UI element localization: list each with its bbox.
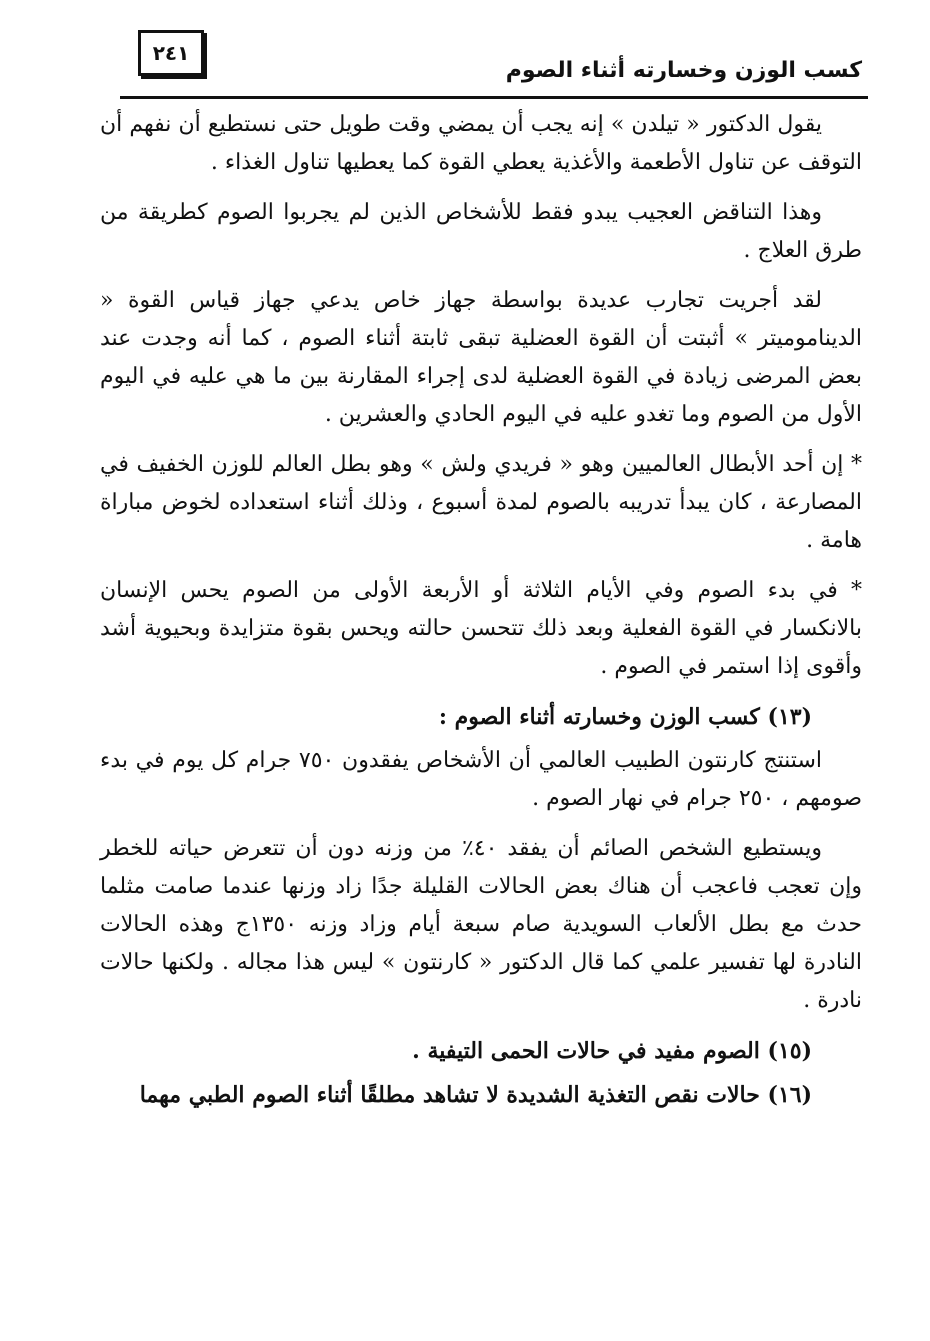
paragraph-carrington: استنتج كارنتون الطبيب العالمي أن الأشخاص يفقدون ٧٥٠ جرام كل يوم في بدء صومهم ، ٢٥٠ جرام في نهار الصوم .: [100, 748, 862, 811]
paragraph-contradiction: وهذا التناقض العجيب يبدو فقط للأشخاص الذين لم يجربوا الصوم كطريقة من طرق العلاج .: [100, 200, 862, 263]
page-number: ٢٤١: [138, 30, 204, 76]
section-heading-15: (١٥) الصوم مفيد في حالات الحمى التيفية .: [412, 1038, 812, 1064]
section-heading-16: (١٦) حالات نقص التغذية الشديدة لا تشاهد مطلقًا أثناء الصوم الطبي مهما: [139, 1082, 812, 1108]
paragraph-weight-loss: ويستطيع الشخص الصائم أن يفقد ٤٠٪ من وزنه دون أن تتعرض حياته للخطر وإن تعجب فاعجب أن هناك بعض الحالات القليلة جدًا زاد وزنها عندما صامت مثلما حدث مع بطل الألعاب السويدية صام سبعة أيام وزاد وزنه ١٣٥٠ج وهذه الحالات النادرة لها تفسير علمي كما قال الدكتور « كارنتون » ليس هذا مجاله . ولكنها حالات نادرة .: [100, 836, 862, 1013]
section-heading-13: (١٣) كسب الوزن وخسارته أثناء الصوم :: [438, 704, 812, 730]
page-body: [100, 106, 862, 1120]
paragraph-dynamometer: لقد أجريت تجارب عديدة بواسطة جهاز خاص يدعي جهاز قياس القوة « الديناموميتر » أثبتت أن القوة العضلية تبقى ثابتة أثناء الصوم ، كما أنه وجدت عند بعض المرضى زيادة في القوة العضلية لدى إجراء المقارنة بين ما هي عليه في اليوم الأول من الصوم وما تغدو عليه في اليوم الحادي والعشرين .: [100, 288, 862, 427]
bullet-early-fasting: * في بدء الصوم وفي الأيام الثلاثة أو الأربعة الأولى من الصوم يحس الإنسان بالانكسار في القوة الفعلية وبعد ذلك تتحسن حالته ويحس بقوة متزايدة وبحيوية أشد وأقوى إذا استمر في الصوم .: [100, 578, 862, 679]
page-header: [120, 30, 868, 99]
running-title: كسب الوزن وخسارته أثناء الصوم: [505, 58, 862, 83]
paragraph-tilden: يقول الدكتور « تيلدن » إنه يجب أن يمضي وقت طويل حتى نستطيع أن نفهم أن التوقف عن تناول الأطعمة والأغذية يعطي القوة كما يعطيها تناول الغذاء .: [100, 112, 862, 175]
bullet-freddie-welsh: * إن أحد الأبطال العالميين وهو « فريدي ولش » وهو بطل العالم للوزن الخفيف في المصارعة ، كان يبدأ تدريبه بالصوم لمدة أسبوع ، وذلك أثناء استعداده لخوض مباراة هامة .: [100, 452, 862, 553]
